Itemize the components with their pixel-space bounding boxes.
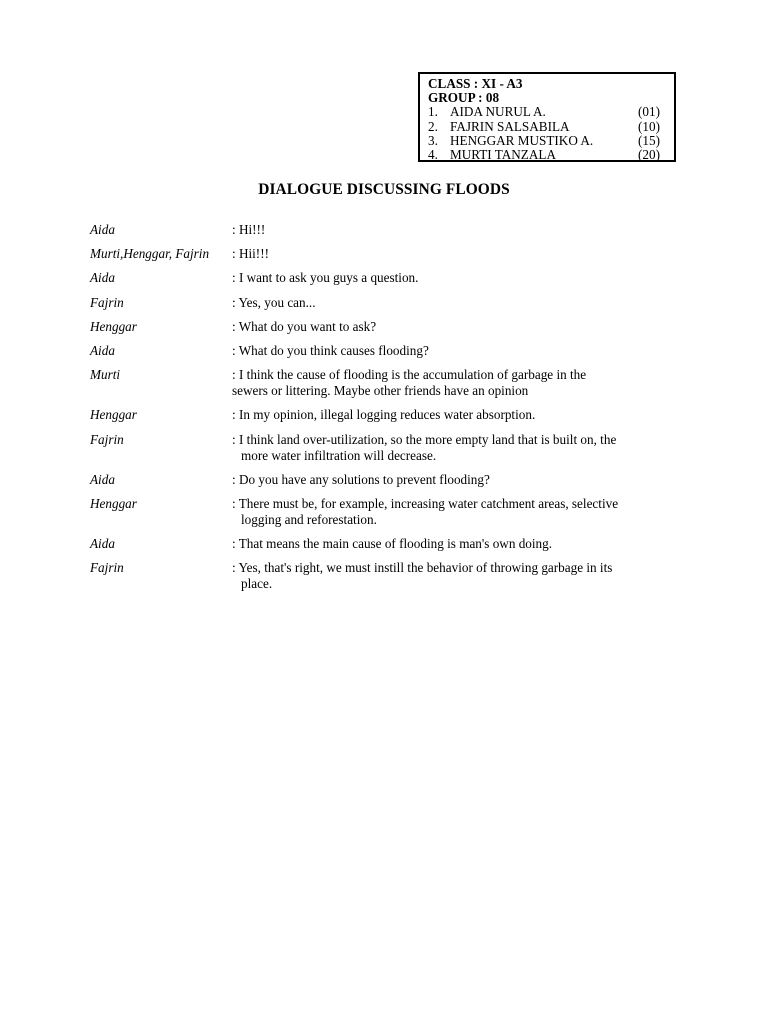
speaker-name: Fajrin — [90, 560, 124, 576]
speech-first-line: : In my opinion, illegal logging reduces water absorption. — [232, 407, 536, 423]
member-row — [428, 148, 666, 162]
group-info-box — [418, 72, 676, 162]
speech-text — [232, 270, 680, 286]
speech-first-line: : I think the cause of flooding is the accumulation of garbage in the — [232, 367, 587, 383]
dialogue-line — [90, 270, 690, 286]
dialogue-line — [90, 319, 690, 335]
speaker-name: Fajrin — [90, 431, 124, 447]
speech-text — [232, 536, 680, 552]
member-name: FAJRIN SALSABILA — [450, 118, 570, 134]
dialogue-line — [90, 407, 690, 423]
speech-text — [232, 560, 680, 592]
speaker-name: Aida — [90, 536, 115, 552]
member-name: HENGGAR MUSTIKO A. — [450, 132, 594, 148]
speech-first-line: : Hi!!! — [232, 222, 266, 237]
speaker-name: Aida — [90, 471, 115, 487]
speech-first-line: : There must be, for example, increasing water catchment areas, selective — [232, 495, 619, 511]
class-line: CLASS : XI - A3 — [428, 76, 523, 91]
dialogue-line — [90, 222, 690, 238]
dialogue-line — [90, 536, 690, 552]
dialogue-line — [90, 472, 690, 488]
speech-text — [232, 319, 680, 335]
dialogue-line — [90, 295, 690, 311]
speech-text — [232, 367, 680, 399]
speaker-name: Henggar — [90, 495, 137, 511]
speech-first-line: : Yes, you can... — [232, 294, 316, 310]
speech-first-line: : I want to ask you guys a question. — [232, 270, 419, 286]
member-number: 3. — [428, 132, 438, 148]
speaker-name: Murti,Henggar, Fajrin — [90, 246, 210, 262]
dialogue-line — [90, 343, 690, 359]
dialogue-line — [90, 496, 690, 528]
member-code: (01) — [638, 104, 660, 120]
dialogue-line — [90, 246, 690, 262]
dialogue-line — [90, 432, 690, 464]
member-row — [428, 120, 666, 134]
group-line: GROUP : 08 — [428, 90, 500, 106]
dialogue-line — [90, 560, 690, 592]
member-name: AIDA NURUL A. — [450, 104, 546, 120]
member-code: (20) — [638, 147, 660, 163]
speech-first-line: : I think land over-utilization, so the more empty land that is built on, the — [232, 431, 617, 447]
speech-first-line: : What do you think causes flooding? — [232, 342, 429, 358]
speech-text — [232, 472, 680, 488]
speech-text — [232, 295, 680, 311]
speech-continuation: more water infiltration will decrease. — [241, 447, 437, 463]
speaker-name: Fajrin — [90, 294, 124, 310]
speaker-name: Aida — [90, 342, 115, 358]
speech-text — [232, 432, 680, 464]
speech-continuation: logging and reforestation. — [241, 511, 377, 527]
speech-text — [232, 343, 680, 359]
member-number: 4. — [428, 147, 438, 163]
speech-first-line: : That means the main cause of flooding is man's own doing. — [232, 536, 553, 552]
speaker-name: Aida — [90, 270, 115, 286]
dialogue — [90, 222, 690, 600]
member-code: (10) — [638, 118, 660, 134]
member-name: MURTI TANZALA — [450, 147, 556, 163]
speech-text — [232, 222, 680, 238]
document-title: DIALOGUE DISCUSSING FLOODS — [258, 181, 510, 198]
speaker-name: Aida — [90, 222, 115, 237]
speech-first-line: : Yes, that's right, we must instill the behavior of throwing garbage in its — [232, 560, 613, 576]
speech-continuation: sewers or littering. Maybe other friends have an opinion — [232, 383, 529, 399]
speech-first-line: : Do you have any solutions to prevent flooding? — [232, 471, 490, 487]
speaker-name: Henggar — [90, 407, 137, 423]
speech-continuation: place. — [241, 576, 273, 592]
speaker-name: Henggar — [90, 318, 137, 334]
speech-text — [232, 407, 680, 423]
speech-first-line: : Hii!!! — [232, 246, 269, 262]
speech-first-line: : What do you want to ask? — [232, 318, 377, 334]
speech-text — [232, 496, 680, 528]
member-code: (15) — [638, 132, 660, 148]
speech-text — [232, 246, 680, 262]
speaker-name: Murti — [90, 367, 121, 383]
member-number: 2. — [428, 118, 438, 134]
dialogue-line — [90, 367, 690, 399]
member-row — [428, 134, 666, 148]
member-number: 1. — [428, 104, 438, 120]
member-row — [428, 105, 666, 119]
